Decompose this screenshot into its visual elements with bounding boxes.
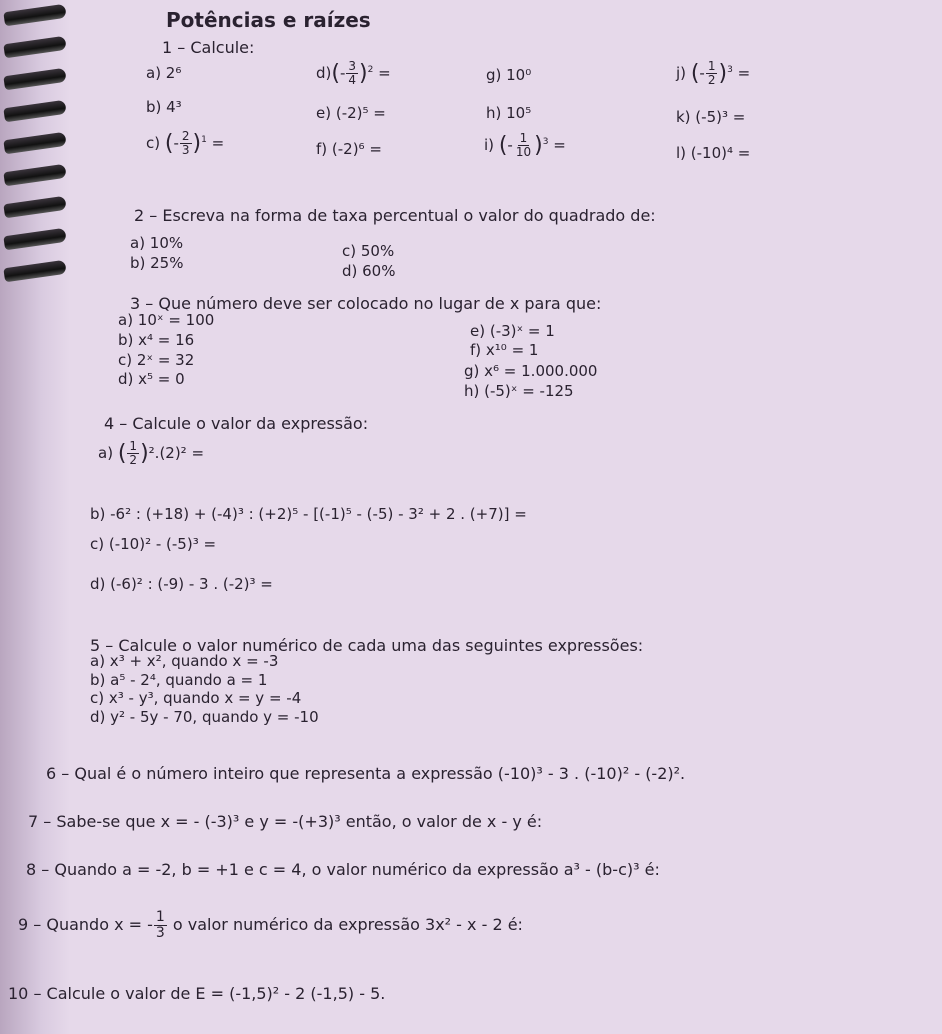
page-title: Potências e raízes — [166, 8, 371, 32]
q1-item-a: a) 2⁶ — [146, 64, 182, 82]
question-5-heading: 5 – Calcule o valor numérico de cada uma das seguintes expressões: — [90, 636, 644, 655]
q3-item-e: e) (-3)ˣ = 1 — [470, 322, 555, 340]
q3-item-f: f) x¹⁰ = 1 — [470, 341, 539, 359]
q5-item-c: c) x³ - y³, quando x = y = -4 — [90, 689, 302, 707]
q3-item-d: d) x⁵ = 0 — [118, 370, 185, 388]
q3-item-c: c) 2ˣ = 32 — [118, 351, 195, 369]
q1-item-g: g) 10⁰ — [486, 66, 532, 84]
q1-item-d: d)(- $\frac{3}{4}$ )$^2$ = — [316, 59, 391, 87]
question-7: 7 – Sabe-se que x = - (-3)³ e y = -(+3)³ então, o valor de x - y é: — [28, 812, 543, 831]
q1-item-c: c) (- $\frac{2}{3}$ )$^1$ = — [146, 129, 225, 157]
q1-item-l: l) (-10)⁴ = — [676, 144, 751, 162]
q2-item-a: a) 10% — [130, 234, 184, 252]
q4-item-a: a) ( $\frac{1}{2}$ )².(2)² = — [98, 439, 205, 467]
question-8: 8 – Quando a = -2, b = +1 e c = 4, o valor numérico da expressão a³ - (b-c)³ é: — [26, 860, 660, 879]
q3-item-b: b) x⁴ = 16 — [118, 331, 195, 349]
q1-item-k: k) (-5)³ = — [676, 108, 746, 126]
q4-item-b: b) -6² : (+18) + (-4)³ : (+2)⁵ - [(-1)⁵ - (-5) - 3² + 2 . (+7)] = — [90, 505, 527, 523]
question-1-heading: 1 – Calcule: — [162, 38, 255, 57]
question-2-heading: 2 – Escreva na forma de taxa percentual o valor do quadrado de: — [134, 206, 656, 225]
q3-item-h: h) (-5)ˣ = -125 — [464, 382, 574, 400]
q2-item-b: b) 25% — [130, 254, 184, 272]
q4-item-d: d) (-6)² : (-9) - 3 . (-2)³ = — [90, 575, 273, 593]
q5-item-a: a) x³ + x², quando x = -3 — [90, 652, 279, 670]
q1-item-f: f) (-2)⁶ = — [316, 140, 382, 158]
question-4-heading: 4 – Calcule o valor da expressão: — [104, 414, 369, 433]
q1-item-b: b) 4³ — [146, 98, 182, 116]
q1-item-e: e) (-2)⁵ = — [316, 104, 386, 122]
q3-item-a: a) 10ˣ = 100 — [118, 311, 215, 329]
question-6: 6 – Qual é o número inteiro que representa a expressão (-10)³ - 3 . (-10)² - (-2)². — [46, 764, 686, 783]
q5-item-d: d) y² - 5y - 70, quando y = -10 — [90, 708, 319, 726]
question-9: 9 – Quando x = - $\frac{1}{3}$ o valor numérico da expressão 3x² - x - 2 é: — [18, 909, 523, 941]
question-3-heading: 3 – Que número deve ser colocado no lugar de x para que: — [130, 294, 602, 313]
q3-item-g: g) x⁶ = 1.000.000 — [464, 362, 598, 380]
question-10: 10 – Calcule o valor de E = (-1,5)² - 2 (-1,5) - 5. — [8, 984, 386, 1003]
q5-item-b: b) a⁵ - 2⁴, quando a = 1 — [90, 671, 268, 689]
q1-item-h: h) 10⁵ — [486, 104, 532, 122]
q2-item-c: c) 50% — [342, 242, 395, 260]
q1-item-j: j) (- $\frac{1}{2}$ )$^3$ = — [676, 59, 751, 87]
q4-item-c: c) (-10)² - (-5)³ = — [90, 535, 217, 553]
q1-item-i: i) (- $\frac{1}{10}$ )$^3$ = — [484, 131, 566, 159]
q2-item-d: d) 60% — [342, 262, 396, 280]
